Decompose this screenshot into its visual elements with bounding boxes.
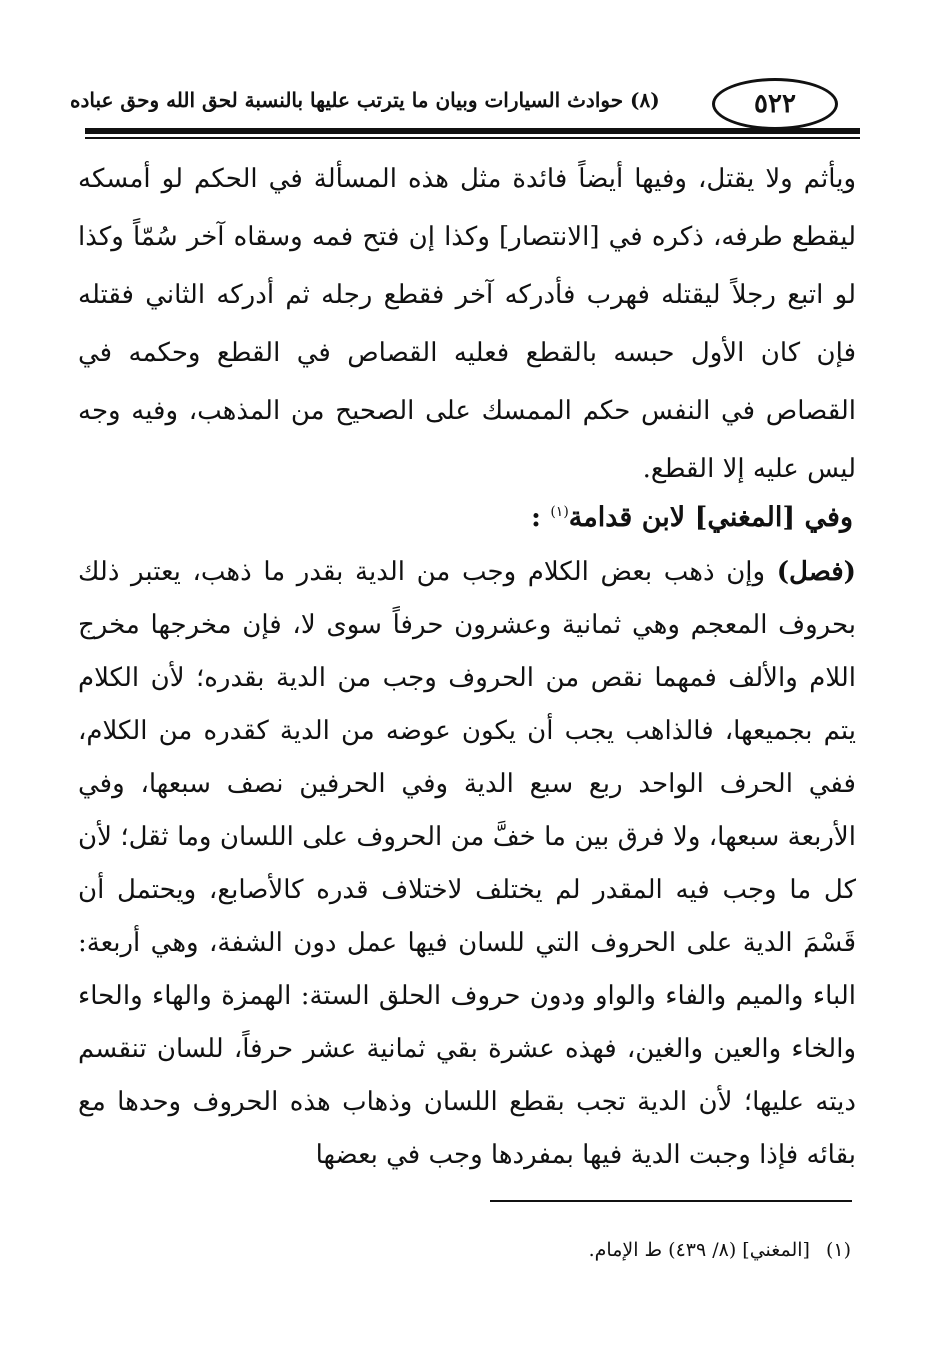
paragraph-lead: (فصل) — [776, 557, 856, 587]
paragraph-1: ويأثم ولا يقتل، وفيها أيضاً فائدة مثل هذه المسألة في الحكم لو أمسكه ليقطع طرفه، ذكره في [الانتصار] وكذا إن فتح فمه وسقاه آخر سُمّاً وكذا لو اتبع رجلاً ليقتله فهرب فأدركه آخر فقطع رجله ثم أدركه الثاني فقتله فإن كان الأول حبسه بالقطع فعليه القصاص في القطع وحكمه في القصاص في النفس حكم الممسك على الصحيح من المذهب، وفيه وجه ليس عليه إلا القطع. — [78, 164, 856, 484]
running-title: (٨) حوادث السيارات وبيان ما يترتب عليها بالنسبة لحق الله وحق عباده — [70, 88, 660, 112]
section-heading — [531, 488, 853, 542]
heading-colon: : — [530, 502, 551, 533]
heading-text: وفي [المغني] لابن قدامة — [568, 502, 853, 533]
footnote-text: [المغني] (٨/ ٤٣٩) ط الإمام. — [588, 1239, 810, 1261]
page-header — [70, 78, 860, 144]
header-rule-thick — [85, 128, 860, 134]
paragraph-2-text: وإن ذهب بعض الكلام وجب من الدية بقدر ما ذهب، يعتبر ذلك بحروف المعجم وهي ثمانية وعشرون حرفاً سوى لا، فإن مخرجها مخرج اللام والألف فمهما نقص من الحروف وجب من الدية بقدره؛ لأن الكلام يتم بجميعها، فالذاهب يجب أن يكون عوضه من الدية كقدره من الكلام، ففي الحرف الواحد ربع سبع الدية وفي الحرفين نصف سبعها، وفي الأربعة سبعها، ولا فرق بين ما خفَّ من الحروف على اللسان وما ثقل؛ لأن كل ما وجب فيه المقدر لم يختلف لاختلاف قدره كالأصابع، ويحتمل أن قَسْمَ الدية على الحروف التي للسان فيها عمل دون الشفة، وهي أربعة: الباء والميم والفاء والواو ودون حروف الحلق الستة: الهمزة والهاء والحاء والخاء والعين والغين، فهذه عشرة بقي ثمانية عشر حرفاً، للسان تنقسم ديته عليها؛ لأن الدية تجب بقطع اللسان وذهاب هذه الحروف وحدها مع بقائه فإذا وجبت الدية فيها بمفردها وجب في بعضها — [78, 557, 856, 1170]
paragraph-2 — [78, 546, 856, 1182]
footnote-mark: (١) — [825, 1239, 851, 1261]
footnote — [589, 1236, 851, 1264]
footnote-reference: (١) — [550, 504, 569, 520]
header-rule-thin — [85, 137, 860, 139]
page-number: ٥٢٢ — [712, 78, 838, 130]
footnote-divider — [490, 1200, 852, 1202]
